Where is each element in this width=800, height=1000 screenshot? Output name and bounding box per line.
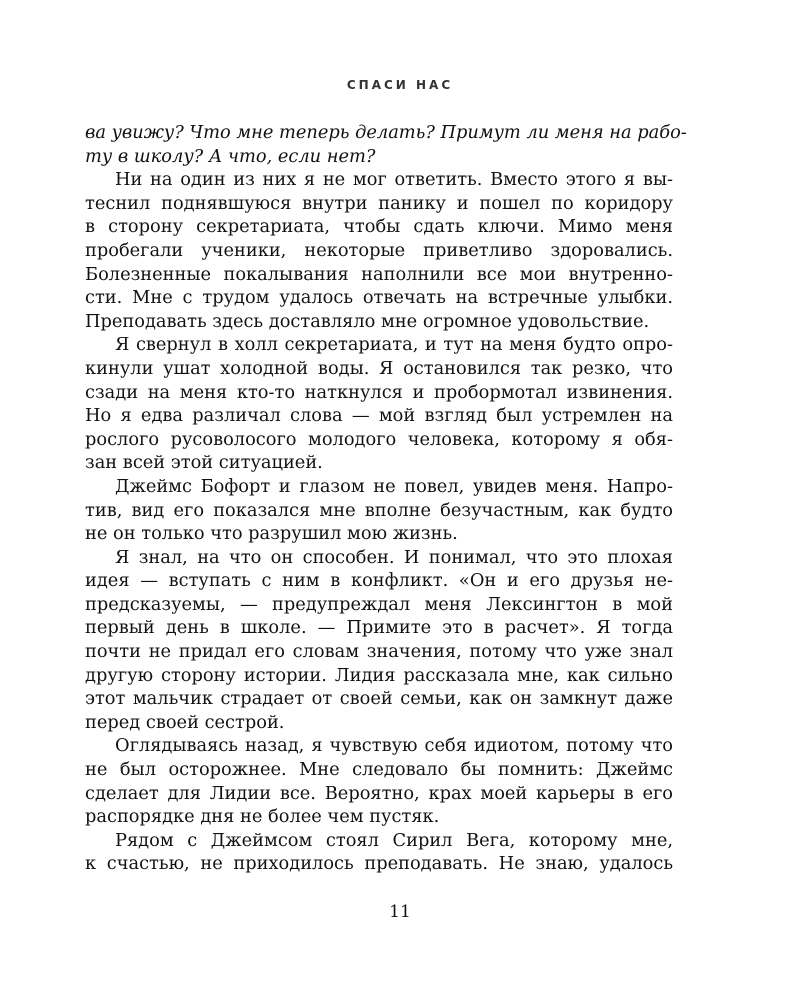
text-line: Преподавать здесь доставляло мне огромное удовольствие. xyxy=(85,310,650,332)
text-line: сти. Мне с трудом удалось отвечать на встречные улыбки. xyxy=(85,287,673,309)
text-line: в сторону секретариата, чтобы сдать ключи. Мимо меня xyxy=(85,216,673,238)
paragraph xyxy=(85,333,673,475)
text-line: Но я едва различал слова — мой взгляд был устремлен на xyxy=(85,405,673,427)
text-line: другую сторону истории. Лидия рассказала мне, как сильно xyxy=(85,664,673,686)
paragraph xyxy=(85,168,673,333)
text-line: тив, вид его показался мне вполне безучастным, как будто xyxy=(85,499,673,521)
text-line: не он только что разрушил мою жизнь. xyxy=(85,523,458,545)
text-line: Рядом с Джеймсом стоял Сирил Вега, которому мне, xyxy=(115,829,673,851)
paragraph xyxy=(85,546,673,735)
text-line: идея — вступать с ним в конфликт. «Он и его друзья не- xyxy=(85,570,673,592)
text-line: к счастью, не приходилось преподавать. Не знаю, удалось xyxy=(85,853,673,875)
text-line: рослого русоволосого молодого человека, которому я обя- xyxy=(85,428,673,450)
text-line: почти не придал его словам значения, потому что уже знал xyxy=(85,641,673,663)
text-line: сделает для Лидии все. Вероятно, крах моей карьеры в его xyxy=(85,782,673,804)
text-line: Я свернул в холл секретариата, и тут на меня будто опро- xyxy=(115,334,673,356)
text-line: Джеймс Бофорт и глазом не повел, увидев меня. Напро- xyxy=(115,475,673,497)
text-line: ва увижу? Что мне теперь делать? Примут ли меня на рабо- xyxy=(85,122,687,143)
text-line: ту в школу? А что, если нет? xyxy=(85,145,376,167)
page-number: 11 xyxy=(389,902,411,922)
text-line: Болезненные покалывания наполнили все мои внутренно- xyxy=(85,263,673,285)
paragraph xyxy=(85,829,673,876)
text-line: первый день в школе. — Примите это в расчет». Я тогда xyxy=(85,617,673,639)
text-line: сзади на меня кто-то наткнулся и пробормотал извинения. xyxy=(85,381,673,403)
paragraph xyxy=(85,734,673,828)
text-line: кинули ушат холодной воды. Я остановился так резко, что xyxy=(85,357,673,379)
text-line: пробегали ученики, некоторые приветливо здоровались. xyxy=(85,239,673,261)
text-line: предсказуемы, — предупреждал меня Лексингтон в мой xyxy=(85,593,673,615)
running-head: СПАСИ НАС xyxy=(346,78,454,92)
paragraph xyxy=(85,475,673,546)
text-line: перед своей сестрой. xyxy=(85,711,285,733)
text-line: Ни на один из них я не мог ответить. Вместо этого я вы- xyxy=(115,169,673,191)
text-line: Оглядываясь назад, я чувствую себя идиотом, потому что xyxy=(115,735,673,757)
text-line: не был осторожнее. Мне следовало бы помнить: Джеймс xyxy=(85,759,673,781)
text-line: Я знал, на что он способен. И понимал, что это плохая xyxy=(115,546,673,568)
text-line: зан всей этой ситуацией. xyxy=(85,452,323,474)
text-line: распорядке дня не более чем пустяк. xyxy=(85,806,440,828)
text-line: теснил поднявшуюся внутри панику и пошел по коридору xyxy=(85,192,673,214)
body-text xyxy=(85,121,687,876)
text-line: этот мальчик страдает от своей семьи, как он замкнут даже xyxy=(85,688,673,710)
paragraph xyxy=(85,121,687,168)
